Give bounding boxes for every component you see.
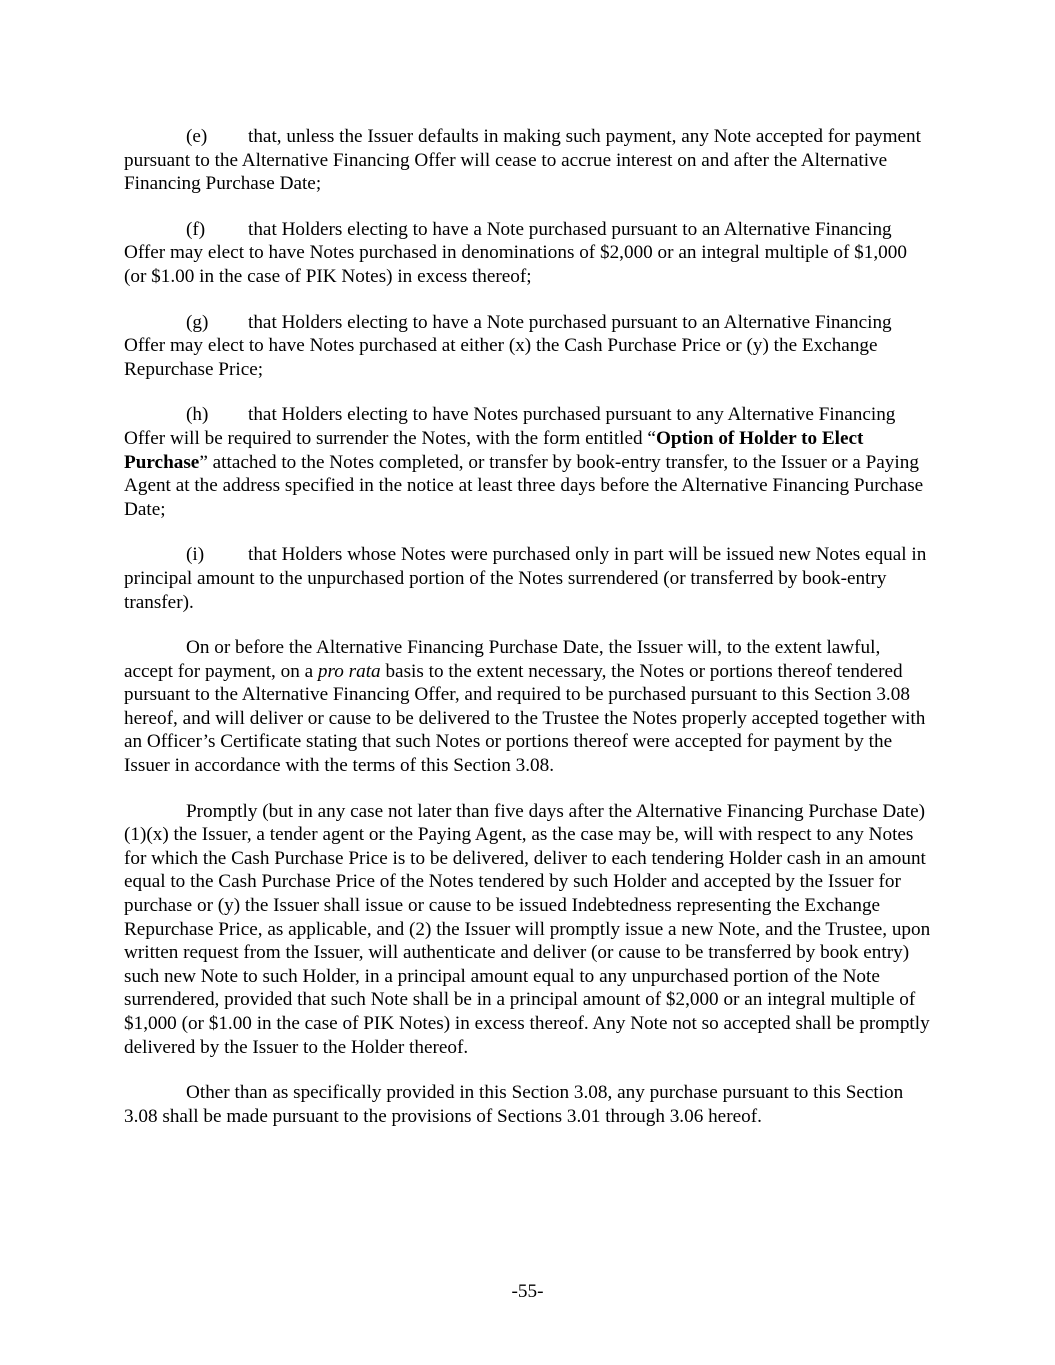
clause-text: that Holders electing to have Notes purchased pursuant to any Alternative Financing Offer will be required to surrender the Notes, with the form entitled “ — [124, 404, 896, 449]
clause-label: (h) — [186, 404, 209, 426]
paragraph-delivery — [124, 800, 932, 1060]
paragraph-text: Other than as specifically provided in this Section 3.08, any purchase pursuant to this Section 3.08 shall be made pursuant to the provisions of Sections 3.01 through 3.06 hereof. — [124, 1082, 904, 1127]
document-body — [124, 125, 932, 1150]
form-title-bold: Option of Holder to Elect Purchase — [124, 427, 864, 473]
clause-text-continued: ” attached to the Notes completed, or transfer by book-entry transfer, to the Issuer or a Paying Agent at the address specified in the notice at least three days before the Alternative Financing Purchase Date; — [124, 451, 924, 520]
clause-label: (i) — [186, 544, 205, 566]
paragraph-text: On or before the Alternative Financing Purchase Date, the Issuer will, to the extent lawful, accept for payment, on a — [124, 637, 881, 682]
paragraph-other — [124, 1081, 932, 1128]
page-number: -55- — [511, 1281, 544, 1302]
clause-label: (e) — [186, 126, 208, 147]
paragraph-text: Promptly (but in any case not later than five days after the Alternative Financing Purchase Date) (1)(x) the Issuer, a tender agent or the Paying Agent, as the case may be, will with respect to any Notes for which the Cash Purchase Price is to be delivered, deliver to each tendering Holder cash in an amount equal to the Cash Purchase Price of the Notes tendered by such Holder and accepted by the Issuer for purchase or (y) the Issuer shall issue or cause to be issued Indebtedness representing the Exchange Repurchase Price, as applicable, and (2) the Issuer will promptly issue a new Note, and the Trustee, upon written request from the Issuer, will authenticate and deliver (or cause to be transferred by book entry) such new Note to such Holder, in a principal amount equal to any unpurchased portion of the Note surrendered, provided that such Note shall be in a principal amount of $2,000 or an integral multiple of $1,000 (or $1.00 in the case of PIK Notes) in excess thereof. Any Note not so accepted shall be promptly delivered by the Issuer to the Holder thereof. — [124, 800, 931, 1058]
pro-rata-italic: pro rata — [317, 660, 381, 682]
clause-text: that Holders electing to have a Note purchased pursuant to an Alternative Financing Offer may elect to have Notes purchased at either (x) the Cash Purchase Price or (y) the Exchange Repurchase Price; — [124, 311, 892, 380]
clause-label: (g) — [186, 311, 209, 333]
clause-i — [124, 543, 932, 614]
clause-h — [124, 403, 932, 521]
paragraph-acceptance — [124, 636, 932, 778]
clause-e — [124, 125, 932, 196]
paragraph-text-continued: basis to the extent necessary, the Notes or portions thereof tendered pursuant to the Alternative Financing Offer, and required to be purchased pursuant to this Section 3.08 hereof, and will deliver or cause to be delivered to the Trustee the Notes properly accepted together with an Officer’s Certificate stating that such Notes or portions thereof were accepted for payment by the Issuer in accordance with the terms of this Section 3.08. — [124, 660, 926, 777]
clause-text: that Holders whose Notes were purchased only in part will be issued new Notes equal in principal amount to the unpurchased portion of the Notes surrendered (or transferred by book-entry transfer). — [124, 544, 927, 613]
clause-text: that Holders electing to have a Note purchased pursuant to an Alternative Financing Offer may elect to have Notes purchased in denominations of $2,000 or an integral multiple of $1,000 (or $1.00 in the case of PIK Notes) in excess thereof; — [124, 218, 907, 287]
clause-label: (f) — [186, 218, 206, 240]
clause-f — [124, 218, 932, 289]
clause-g — [124, 311, 932, 382]
clause-text: that, unless the Issuer defaults in making such payment, any Note accepted for payment pursuant to the Alternative Financing Offer will cease to accrue interest on and after the Alternative Financing Purchase Date; — [124, 126, 921, 195]
